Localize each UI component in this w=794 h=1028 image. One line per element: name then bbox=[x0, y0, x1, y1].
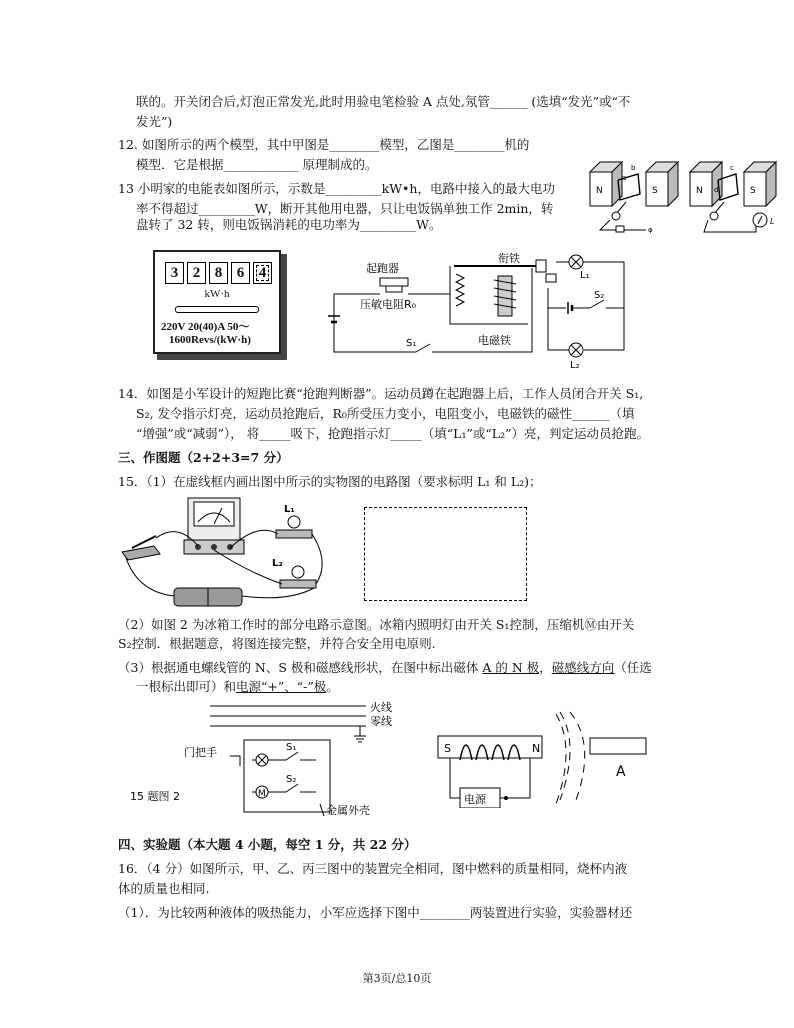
q16-line3: （1）．为比较两种液体的吸热能力，小军应选择下图中________两装置进行实验，实验器材还 bbox=[118, 905, 633, 920]
meter-digit-2: 2 bbox=[187, 262, 206, 284]
false-start-circuit bbox=[326, 248, 636, 368]
coil-n-label: N bbox=[532, 742, 541, 755]
l2-label: L₂ bbox=[570, 360, 580, 368]
meter-spec-2: 1600Revs/(kW·h) bbox=[169, 334, 251, 346]
q15-p3-text-b: ， bbox=[539, 660, 552, 675]
fire-wire-label: 火线 bbox=[370, 701, 392, 714]
q12-line1: 12. 如图所示的两个模型，其中甲图是________模型，乙图是________机的 bbox=[118, 137, 530, 152]
coil-s-label: S bbox=[444, 742, 451, 755]
fig2-n-label: N bbox=[696, 186, 703, 196]
starter-label: 起跑器 bbox=[366, 262, 399, 275]
fig-s-label: S bbox=[652, 186, 658, 196]
solenoid-figure bbox=[430, 708, 670, 808]
page-footer: 第3页/总10页 bbox=[362, 972, 432, 985]
motor-model bbox=[590, 162, 678, 234]
magnet-a-label: A bbox=[616, 764, 626, 780]
fig-n-label: N bbox=[596, 186, 603, 196]
l1-label: L₁ bbox=[580, 270, 590, 281]
q15-p3-underline-power: 电源“+”、“-”极 bbox=[236, 679, 327, 694]
q12-line2: 模型．它是根据____________ 原理制成的。 bbox=[136, 157, 378, 172]
meter-spec-1: 220V 20(40)A 50～ bbox=[161, 321, 250, 333]
q15-p3-underline-a-north: A 的 N 极 bbox=[482, 660, 540, 675]
meter-digit-5: 4 bbox=[253, 262, 272, 284]
physical-circuit-figure bbox=[118, 492, 332, 612]
fig-l-label: L bbox=[770, 217, 775, 226]
meter-disc-window bbox=[175, 306, 259, 313]
q15-line1: 15．（1）在虚线框内画出图中所示的实物图的电路图（要求标明 L₁ 和 L₂)； bbox=[118, 474, 542, 489]
q15-p3-text-c: （任选 bbox=[614, 660, 652, 675]
q15-p3-text-e: 。 bbox=[326, 679, 339, 694]
meter-digit-1: 3 bbox=[165, 262, 184, 284]
q13-line1: 13 小明家的电能表如图所示，示数是_________kW•h，电路中接入的最大电功 bbox=[118, 181, 555, 196]
fig-c-label: c bbox=[730, 164, 734, 172]
metal-shell-label: 金属外壳 bbox=[326, 804, 370, 817]
q15-p3-text-d: 一根标出即可）和 bbox=[136, 679, 237, 694]
fig2-s-label: S bbox=[750, 186, 756, 196]
fig-phi-label: φ bbox=[648, 226, 653, 234]
generator-model bbox=[690, 162, 776, 232]
motor-generator-figure bbox=[586, 150, 786, 240]
q16-line2: 体的质量也相同. bbox=[118, 881, 210, 896]
door-handle-label: 门把手 bbox=[184, 746, 217, 759]
q13-line2: 率不得超过_________W，断开其他用电器，只让电饭锅单独工作 2min，转 bbox=[136, 201, 554, 216]
armature-label: 衔铁 bbox=[498, 252, 520, 265]
q11-line1: 联的。开关闭合后,灯泡正常发光,此时用验电笔检验 A 点处,氖管______ (选填“发光”或“不 bbox=[136, 94, 631, 109]
fig-a-label: a bbox=[622, 174, 627, 182]
q11-line2: 发光”) bbox=[136, 114, 173, 129]
fig-b-label: b bbox=[631, 164, 636, 172]
phys-l1-label: L₁ bbox=[284, 504, 295, 515]
q15-p3-text-a: （3）根据通电螺线管的 N、S 极和磁感线形状，在图中标出磁体 bbox=[118, 660, 483, 675]
fig2-caption: 15 题图 2 bbox=[130, 790, 180, 803]
q14-line1: 14．如图是小军设计的短跑比赛“抢跑判断器”。运动员蹲在起跑器上后，工作人员闭合开关 S₁, bbox=[118, 386, 644, 401]
fridge-circuit-figure bbox=[126, 700, 406, 818]
motor-symbol: M bbox=[258, 789, 266, 799]
q16-line1: 16．（4 分）如图所示，甲、乙、丙三图中的装置完全相同，图中燃料的质量相同，烧杯内液 bbox=[118, 861, 628, 876]
q15-p2-line2: S₂控制．根据题意，将图连接完整，并符合安全用电原则. bbox=[118, 636, 436, 651]
q14-line3: “增强”或“减弱”）， 将_____吸下，抢跑指示灯_____（填“L₁”或“L₂”）亮，判定运动员抢跑。 bbox=[136, 426, 649, 441]
section4-heading: 四、实验题（本大题 4 小题，每空 1 分，共 22 分） bbox=[118, 837, 417, 852]
sensor-label: 压敏电阻R₀ bbox=[360, 298, 417, 311]
neutral-wire-label: 零线 bbox=[370, 715, 392, 728]
meter-digit-4: 6 bbox=[231, 262, 250, 284]
energy-meter bbox=[153, 250, 289, 362]
fig2-s2-label: S₂ bbox=[286, 774, 297, 785]
section3-heading: 三、作图题（2+2+3=7 分） bbox=[118, 450, 289, 465]
fig-d-label: d bbox=[714, 186, 719, 194]
answer-dashed-box bbox=[364, 507, 527, 601]
q13-line3: 盘转了 32 转，则电饭锅消耗的电功率为_________W。 bbox=[136, 217, 442, 232]
q15-p2-line1: （2）如图 2 为冰箱工作时的部分电路示意图。冰箱内照明灯由开关 S₁控制，压缩机Ⓜ由开关 bbox=[118, 617, 635, 632]
q14-line2: S₂, 发令指示灯亮，运动员抢跑后，R₀所受压力变小，电阻变小，电磁铁的磁性______（填 bbox=[136, 406, 635, 421]
phys-l2-label: L₂ bbox=[272, 558, 283, 569]
meter-unit: kW·h bbox=[204, 288, 230, 300]
s1-label: S₁ bbox=[406, 338, 417, 349]
q15-p3-line1 bbox=[118, 659, 652, 677]
electromagnet-label: 电磁铁 bbox=[478, 334, 511, 347]
power-source-label: 电源 bbox=[464, 793, 486, 806]
s2-label: S₂ bbox=[594, 290, 605, 301]
fig2-s1-label: S₁ bbox=[286, 742, 297, 753]
q15-p3-underline-field-dir: 磁感线方向 bbox=[551, 660, 615, 675]
q15-p3-line2 bbox=[136, 678, 339, 696]
meter-digit-3: 8 bbox=[209, 262, 228, 284]
